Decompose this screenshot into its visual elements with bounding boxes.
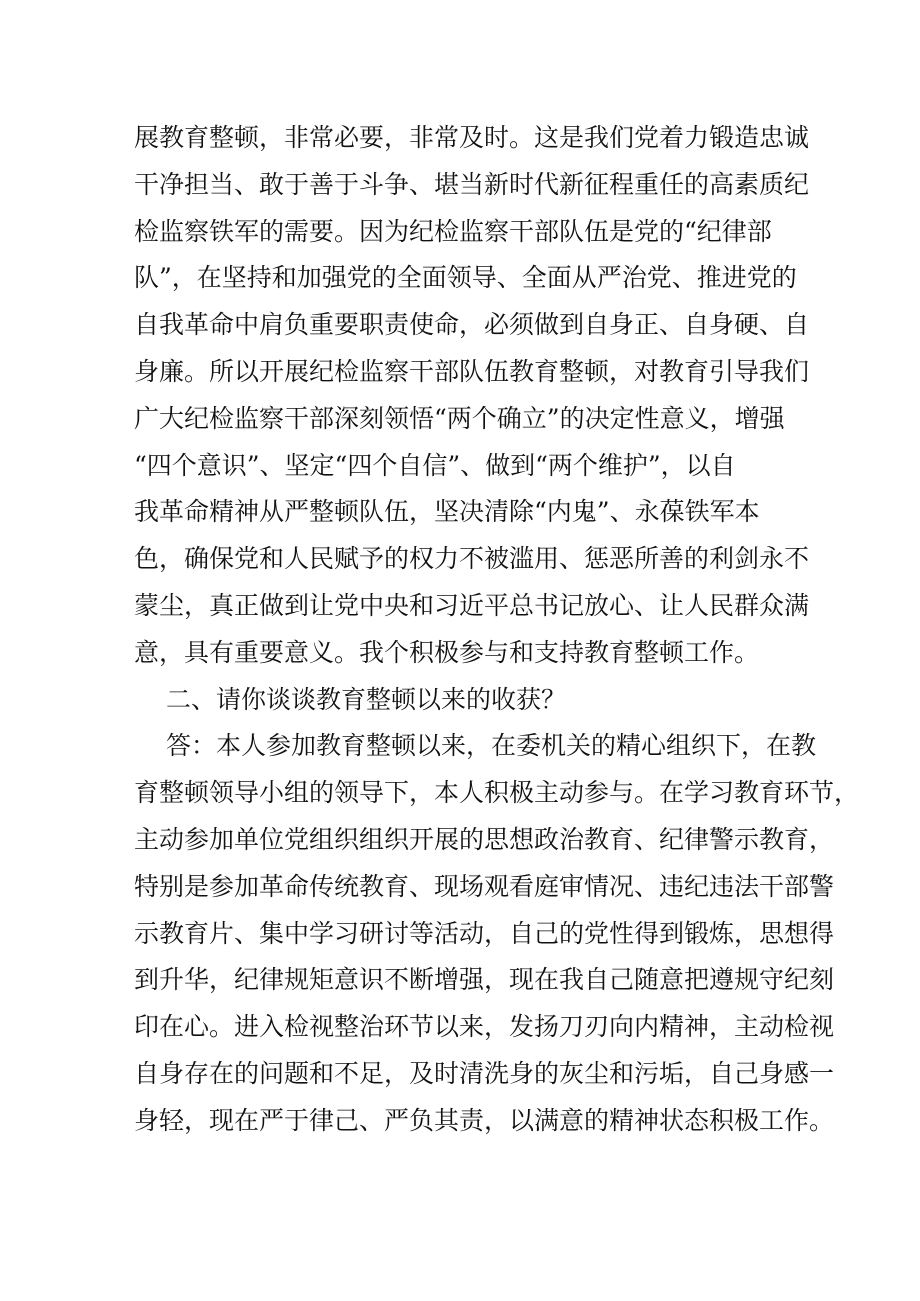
body-line: 自我革命中肩负重要职责使命，必须做到自身正、自身硬、自	[134, 310, 810, 340]
body-line: 意，具有重要意义。我个积极参与和支持教育整顿工作。	[134, 637, 760, 667]
body-line: 展教育整顿，非常必要，非常及时。这是我们党着力锻造忠诚	[134, 123, 810, 152]
answer-first-line: 答：本人参加教育整顿以来，在委机关的精心组织下，在教	[166, 731, 817, 761]
body-line: 色，确保党和人民赋予的权力不被滥用、惩恶所善的利剑永不	[134, 544, 810, 574]
body-line: 特别是参加革命传统教育、现场观看庭审情况、违纪违法干部警	[134, 871, 835, 901]
body-line: 队”，在坚持和加强党的全面领导、全面从严治党、推进党的	[134, 263, 797, 293]
body-line: 示教育片、集中学习研讨等活动，自己的党性得到锻炼，思想得	[134, 918, 835, 948]
body-line: 印在心。进入检视整治环节以来，发扬刀刃向内精神，主动检视	[134, 1012, 835, 1042]
body-line: 干净担当、敢于善于斗争、堪当新时代新征程重任的高素质纪	[134, 169, 810, 199]
body-line: “四个意识”、坚定“四个自信”、做到“两个维护”，以自	[134, 450, 736, 480]
body-line: 广大纪检监察干部深刻领悟“两个确立”的决定性意义，增强	[134, 403, 785, 433]
body-line: 自身存在的问题和不足，及时清洗身的灰尘和污垢，自己身感一	[134, 1058, 835, 1088]
section-heading: 二、请你谈谈教育整顿以来的收获？	[166, 684, 567, 714]
body-line: 检监察铁军的需要。因为纪检监察干部队伍是党的“纪律部	[134, 216, 772, 246]
body-line: 身轻，现在严于律己、严负其责，以满意的精神状态积极工作。	[134, 1105, 835, 1135]
body-line: 我革命精神从严整顿队伍，坚决清除“内鬼”、永葆铁军本	[134, 497, 760, 527]
body-line: 蒙尘，真正做到让党中央和习近平总书记放心、让人民群众满	[134, 590, 810, 620]
body-line: 身廉。所以开展纪检监察干部队伍教育整顿，对教育引导我们	[134, 356, 810, 386]
body-line: 到升华，纪律规矩意识不断增强，现在我自己随意把遵规守纪刻	[134, 965, 835, 995]
body-line: 主动参加单位党组织组织开展的思想政治教育、纪律警示教育，	[134, 824, 835, 854]
body-line: 育整顿领导小组的领导下，本人积极主动参与。在学习教育环节，	[134, 778, 860, 808]
document-body	[134, 115, 860, 1145]
